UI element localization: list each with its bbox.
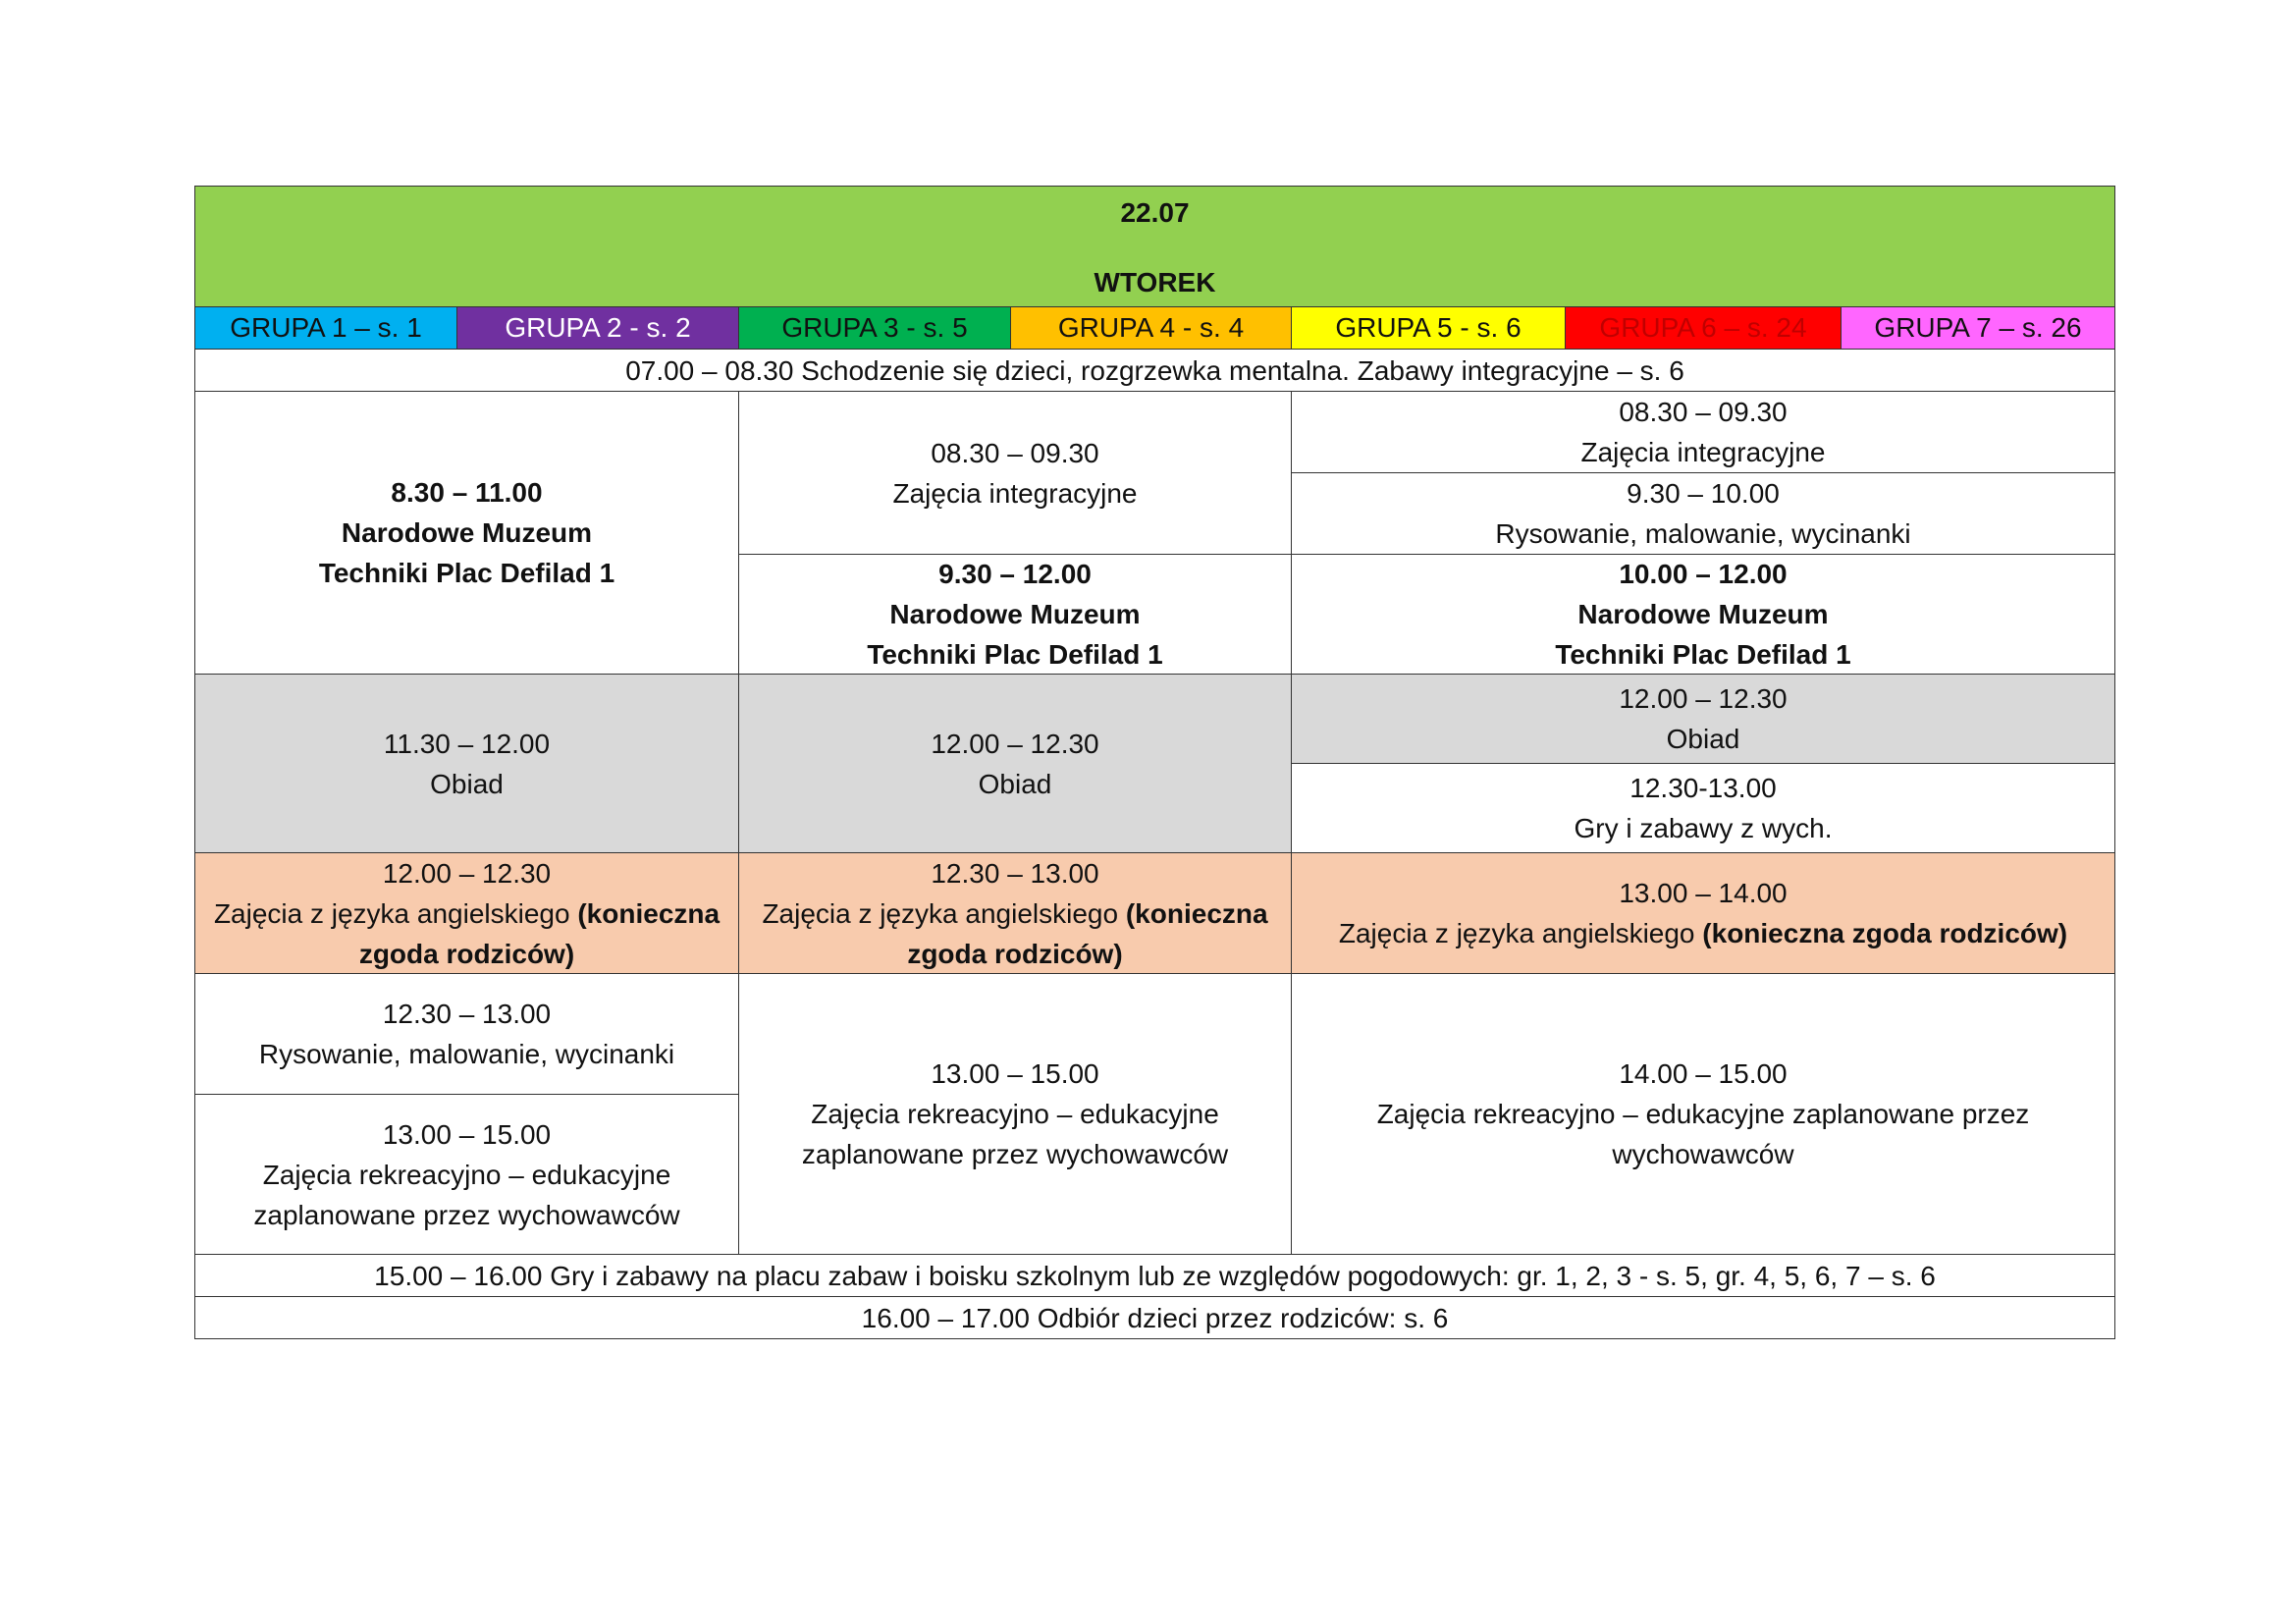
g57-recreation-cell	[1291, 973, 2115, 1255]
group-label: GRUPA 4 - s. 4	[1057, 312, 1245, 343]
place-line-2: Techniki Plac Defilad 1	[318, 558, 615, 588]
g12-museum-cell	[194, 391, 739, 675]
consent-note-cont: zgoda rodziców)	[907, 938, 1123, 969]
day-label: WTOREK	[1094, 267, 1216, 298]
date-label: 22.07	[1120, 197, 1190, 228]
g34-museum-cell	[738, 554, 1292, 675]
group-7-header	[1841, 306, 2115, 350]
morning-text: 07.00 – 08.30 Schodzenie się dzieci, rozgrzewka mentalna. Zabawy integracyjne – s. 6	[625, 354, 1684, 386]
time-label: 9.30 – 12.00	[938, 559, 1092, 589]
g57-integration-cell	[1291, 391, 2115, 473]
consent-note: (konieczna	[577, 897, 721, 929]
time-label: 12.30 – 13.00	[382, 999, 552, 1029]
time-label: 11.30 – 12.00	[383, 728, 551, 759]
group-label: GRUPA 3 - s. 5	[781, 312, 968, 343]
group-3-header	[738, 306, 1011, 350]
activity-label: Gry i zabawy z wych.	[1574, 813, 1833, 843]
activity-line-2: zaplanowane przez wychowawców	[253, 1199, 680, 1230]
group-label: GRUPA 1 – s. 1	[230, 312, 422, 343]
activity-line-1: Zajęcia rekreacyjno – edukacyjne	[262, 1159, 671, 1190]
group-5-header	[1291, 306, 1566, 350]
consent-note: (konieczna zgoda rodziców)	[1702, 918, 2068, 948]
pickup-row	[194, 1296, 2115, 1339]
time-label: 13.00 – 15.00	[931, 1058, 1099, 1089]
activity-line-1: Zajęcia rekreacyjno – edukacyjne	[811, 1099, 1219, 1129]
group-label: GRUPA 5 - s. 6	[1335, 312, 1522, 343]
g34-lunch-cell	[738, 674, 1292, 853]
group-label: GRUPA 2 - s. 2	[505, 312, 691, 343]
place-line-1: Narodowe Muzeum	[341, 517, 593, 548]
activity-line-1: Zajęcia rekreacyjno – edukacyjne zaplanowane przez	[1376, 1099, 2030, 1129]
activity-label: Zajęcia integracyjne	[1580, 437, 1826, 467]
time-label: 9.30 – 10.00	[1627, 478, 1780, 509]
activity-label: Rysowanie, malowanie, wycinanki	[258, 1039, 675, 1069]
g57-museum-cell	[1291, 554, 2115, 675]
time-label: 8.30 – 11.00	[391, 477, 543, 508]
time-label: 13.00 – 15.00	[382, 1118, 552, 1150]
activity-label: Zajęcia integracyjne	[892, 477, 1138, 509]
g12-english-cell	[194, 852, 739, 974]
group-label: GRUPA 7 – s. 26	[1874, 312, 2082, 343]
activity-line-2: zaplanowane przez wychowawców	[801, 1139, 1229, 1169]
place-line-1: Narodowe Muzeum	[1577, 599, 1829, 629]
g57-drawing-cell	[1291, 472, 2115, 555]
activity-label: Zajęcia z języka angielskiego	[762, 897, 1119, 929]
time-label: 13.00 – 14.00	[1619, 878, 1788, 908]
consent-note-cont: zgoda rodziców)	[358, 938, 575, 969]
place-line-1: Narodowe Muzeum	[889, 599, 1141, 629]
afternoon-row	[194, 1254, 2115, 1297]
time-label: 08.30 – 09.30	[1619, 397, 1788, 427]
time-label: 12.30 – 13.00	[931, 857, 1099, 889]
place-line-2: Techniki Plac Defilad 1	[1555, 639, 1851, 670]
afternoon-text: 15.00 – 16.00 Gry i zabawy na placu zabaw i boisku szkolnym lub ze względów pogodowych: gr. 1, 2, 3 - s. 5, gr. 4, 5, 6, 7 – s. 6	[374, 1260, 1936, 1291]
time-label: 08.30 – 09.30	[931, 437, 1099, 468]
morning-row	[194, 349, 2115, 392]
g12-lunch-cell	[194, 674, 739, 853]
g12-recreation-cell	[194, 1094, 739, 1255]
activity-label: Obiad	[1666, 724, 1740, 754]
group-2-header	[456, 306, 739, 350]
activity-label: Zajęcia z języka angielskiego	[1338, 918, 1695, 948]
time-label: 10.00 – 12.00	[1619, 559, 1788, 589]
g34-integration-cell	[738, 391, 1292, 555]
group-4-header	[1010, 306, 1292, 350]
g12-drawing-cell	[194, 973, 739, 1095]
g57-games-cell	[1291, 763, 2115, 853]
group-label: GRUPA 6 – s. 24	[1599, 312, 1807, 343]
g57-lunch-cell	[1291, 674, 2115, 764]
time-label: 12.00 – 12.30	[1619, 683, 1788, 714]
activity-label: Obiad	[430, 768, 504, 799]
time-label: 12.00 – 12.30	[931, 728, 1099, 759]
group-6-header	[1565, 306, 1842, 350]
pickup-text: 16.00 – 17.00 Odbiór dzieci przez rodziców: s. 6	[861, 1302, 1449, 1333]
time-label: 12.00 – 12.30	[382, 857, 552, 889]
time-label: 14.00 – 15.00	[1619, 1058, 1788, 1089]
group-1-header	[194, 306, 457, 350]
place-line-2: Techniki Plac Defilad 1	[867, 639, 1163, 670]
activity-line-2: wychowawców	[1612, 1139, 1794, 1169]
consent-note: (konieczna	[1125, 897, 1268, 929]
g34-english-cell	[738, 852, 1292, 974]
activity-label: Zajęcia z języka angielskiego	[213, 897, 570, 929]
time-label: 12.30-13.00	[1629, 773, 1777, 803]
activity-label: Obiad	[978, 768, 1052, 799]
day-header	[194, 186, 2115, 307]
activity-label: Rysowanie, malowanie, wycinanki	[1495, 518, 1911, 549]
g57-english-cell	[1291, 852, 2115, 974]
g34-recreation-cell	[738, 973, 1292, 1255]
